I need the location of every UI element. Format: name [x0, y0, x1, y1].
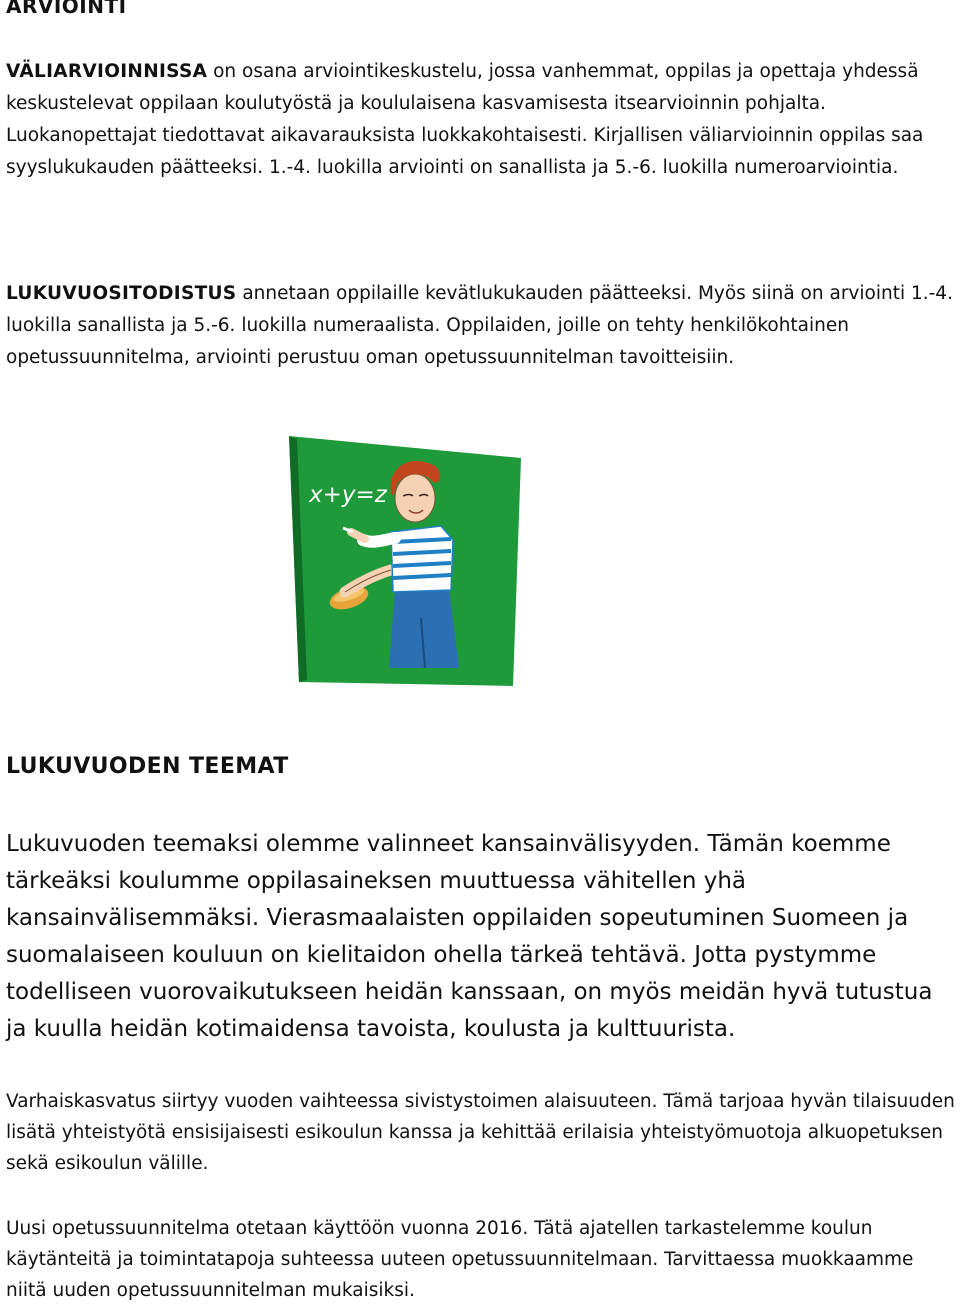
teacher-at-chalkboard-illustration [287, 436, 557, 686]
mid-assessment-paragraph [6, 56, 956, 184]
curriculum-paragraph: Uusi opetussuunnitelma otetaan käyttöön vuonna 2016. Tätä ajatellen tarkastelemme koulun käytänteitä ja toimintatapoja suhteessa uuteen opetussuunnitelmaan. Tarvittaessa muokkaamme niitä uuden opetussuunnitelman mukaisiksi. [6, 1218, 914, 1301]
report-card-lead: LUKUVUOSITODISTUS [6, 283, 237, 304]
section-heading-assessment: ARVIOINTI [6, 0, 127, 18]
report-card-paragraph [6, 278, 956, 374]
section-heading-themes: LUKUVUODEN TEEMAT [6, 754, 289, 779]
report-card-text: annetaan oppilaille kevätlukukauden päätteeksi. Myös siinä on arviointi 1.-4. luokilla sanallista ja 5.-6. luokilla numeraalista. Oppilaiden, joille on tehty henkilökohtainen opetussuunnitelma, arviointi perustuu oman opetussuunnitelman tavoitteisiin. [6, 283, 953, 368]
mid-assessment-text: on osana arviointikeskustelu, jossa vanhemmat, oppilas ja opettaja yhdessä keskustelevat oppilaan koulutyöstä ja koululaisena kasvamisesta itsearvioinnin pohjalta. Luokanopettajat tiedottavat aikavarauksista luokkakohtaisesti. Kirjallisen väliarvioinnin oppilas saa syyslukukauden päätteeksi. 1.-4. luokilla arviointi on sanallista ja 5.-6. luokilla numeroarviointia. [6, 61, 924, 178]
early-education-paragraph: Varhaiskasvatus siirtyy vuoden vaihteessa sivistystoimen alaisuuteen. Tämä tarjoaa hyvän tilaisuuden lisätä yhteistyötä ensisijaisesti esikoulun kanssa ja kehittää erilaisia yhteistyömuotoja alkuopetuksen sekä esikoulun välille. [6, 1091, 955, 1174]
themes-paragraph: Lukuvuoden teemaksi olemme valinneet kansainvälisyyden. Tämän koemme tärkeäksi koulumme oppilasaineksen muuttuessa vähitellen yhä kansainvälisemmäksi. Vierasmaalaisten oppilaiden sopeutuminen Suomeen ja suomalaiseen kouluun on kielitaidon ohella tärkeä tehtävä. Jotta pystymme todelliseen vuorovaikutukseen heidän kanssaan, on myös meidän hyvä tutustua ja kuulla heidän kotimaidensa tavoista, koulusta ja kulttuurista. [6, 831, 933, 1042]
face [395, 474, 435, 522]
mid-assessment-lead: VÄLIARVIOINNISSA [6, 61, 208, 82]
chalkboard-equation: x+y=z [309, 482, 387, 508]
